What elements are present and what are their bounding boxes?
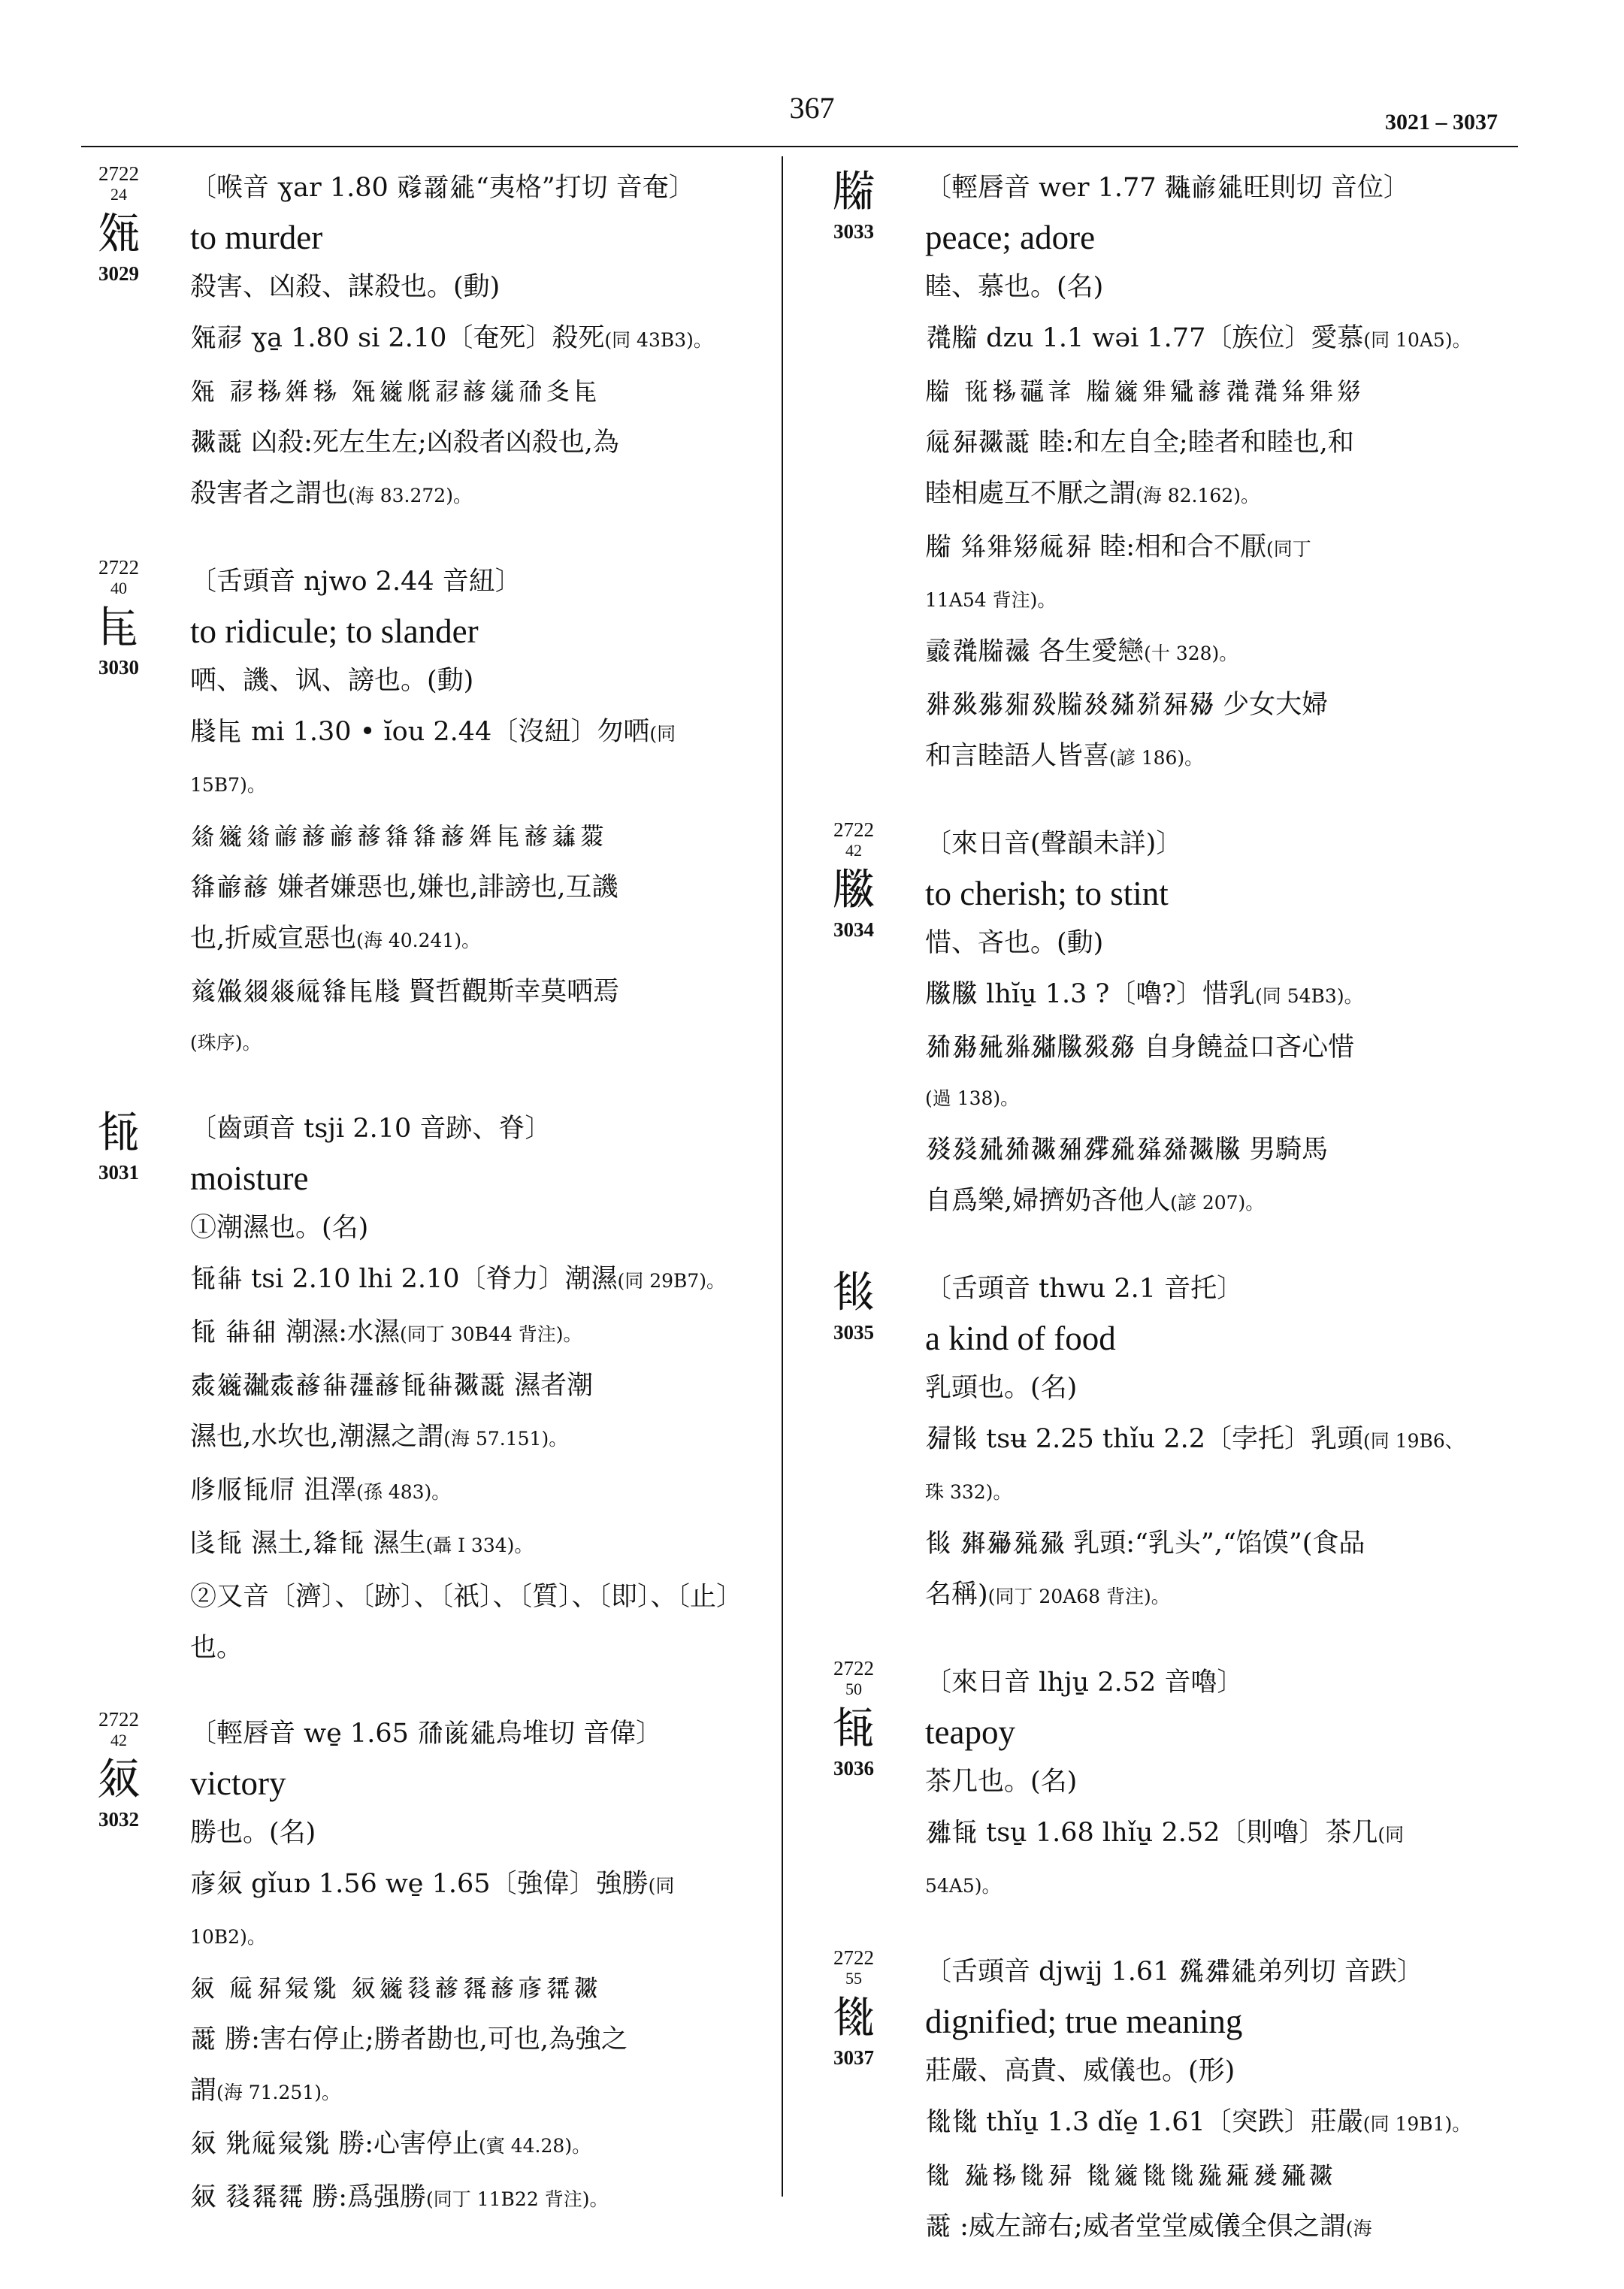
- entry-side: [816, 1263, 891, 1344]
- headword-glyph: 𗹭: [96, 601, 141, 652]
- text-line: 也。: [190, 1633, 243, 1663]
- text: 𗢸 𗊢𗏁𗊵𗊳 勝:心害停止: [190, 2129, 479, 2159]
- text-line: 11A54 背注)。: [925, 589, 1057, 611]
- pronunciation: 〔喉音 ɣar 1.80 𗠠𗵆𗧓“夷格”打切 音奄〕: [190, 173, 695, 203]
- entry-subcode: 42: [845, 841, 862, 860]
- text-line: 𗉡𗉢𗉣𗉚𗗂𗉤𗉥𗉦𗉧𗉨𗗂𗹩 男騎馬: [925, 1135, 1329, 1165]
- citation: (同 29B7)。: [617, 1270, 726, 1292]
- citation: (海 83.272)。: [348, 485, 472, 506]
- header-rule: [81, 146, 1518, 147]
- text: 𗺉 𗺚𗺛 潮濕:水濕: [190, 1317, 401, 1347]
- text-line: [190, 1307, 773, 1360]
- entry-side: [816, 1657, 891, 1780]
- chinese-meaning: 哂、譏、讽、謗也。(動): [190, 666, 474, 696]
- text: 自爲樂,婦擠奶吝他人: [925, 1186, 1171, 1216]
- citation: (海 71.251)。: [216, 2082, 340, 2103]
- text-line: [190, 2065, 773, 2118]
- text-line: 𗉐𗉑𗉒𗉓𗉔𗹨𗉕𗉖𗉗𗉘𗉙 少女大婦: [925, 690, 1329, 720]
- headword-glyph: 𗺊: [831, 1266, 876, 1317]
- entry-number: 3033: [833, 220, 874, 243]
- text: 𗹨 𗊊𗊉𗊋𗏁𗉘 睦:相和合不厭: [925, 532, 1267, 562]
- citation: (賓 44.28)。: [479, 2135, 591, 2157]
- entry-number: 3034: [833, 918, 874, 941]
- text: 𗇋𗢸 gǐuɒ 1.56 we̱ 1.65〔強偉〕強勝: [190, 1869, 649, 1899]
- text-line: [925, 313, 1518, 366]
- entry-code: 2722: [98, 1708, 139, 1731]
- text-line: [190, 1253, 773, 1307]
- text: 𗼷𗹍 ɣa̱ 1.80 si 2.10〔奄死〕殺死: [190, 323, 605, 353]
- entry-number: 3031: [98, 1161, 139, 1184]
- text-line: 15B7)。: [190, 774, 266, 796]
- entry-code: 2722: [98, 162, 139, 185]
- citation: (同 10A5)。: [1363, 329, 1471, 351]
- text: 𗵘 :威左諦右;威者堂堂威儀全俱之謂: [925, 2212, 1346, 2242]
- english-gloss: victory: [190, 1764, 286, 1802]
- text-line: [190, 2118, 773, 2172]
- text-line: 𗗂𗵘 凶殺:死左生左;凶殺者凶殺也,為: [190, 428, 619, 458]
- text: 𗢸 𗉀𗉁𗉂 勝:爲强勝: [190, 2182, 427, 2212]
- text: 名稱): [925, 1580, 988, 1610]
- entry-code: 2722: [98, 556, 139, 579]
- text-line: [925, 1807, 1518, 1861]
- pronunciation: 〔輕唇音 wer 1.77 𗖵𗑗𗧓旺則切 音位〕: [925, 173, 1410, 203]
- chinese-meaning: 乳頭也。(名): [925, 1373, 1078, 1403]
- left-column: [81, 162, 773, 2260]
- text-line: 𗹨 𗍁𗈪𗗊𗐰 𗹨𗫂𗊉𗋐𗒘𗗈𗗈𗊊𗊉𗊋: [925, 376, 1364, 406]
- citation: (同 54B3)。: [1255, 985, 1363, 1007]
- english-gloss: to murder: [190, 219, 323, 256]
- entry-side: [81, 556, 156, 679]
- citation: (孫 483)。: [356, 1481, 451, 1503]
- text: 𗺌𗺌 thǐu̱ 1.3 dǐe̱ 1.61〔突跌〕莊嚴: [925, 2107, 1363, 2137]
- text-line: [925, 1569, 1518, 1622]
- page-number: 367: [789, 91, 835, 125]
- text-line: [190, 2172, 773, 2225]
- entry-subcode: 50: [845, 1680, 862, 1698]
- entry-subcode: 55: [845, 1969, 862, 1988]
- entry-number: 3035: [833, 1321, 874, 1344]
- citation: (同丁 30B44 背注)。: [400, 1323, 582, 1345]
- chinese-meaning: 惜、吝也。(動): [925, 928, 1104, 958]
- english-gloss: teapoy: [925, 1713, 1015, 1751]
- citation: (聶 I 334)。: [425, 1535, 534, 1556]
- entry-number: 3036: [833, 1757, 874, 1779]
- text-line: [925, 1414, 1518, 1467]
- text: 𗹦𗹭 mi 1.30 • ĭou 2.44〔沒紐〕勿哂: [190, 717, 650, 747]
- entry-side: [816, 162, 891, 243]
- text: 𗗈𗹨 dzu 1.1 wəi 1.77〔族位〕愛慕: [925, 323, 1364, 353]
- citation: (諺 186)。: [1109, 747, 1204, 769]
- headword-glyph: 𗺌: [831, 1991, 876, 2043]
- chinese-meaning: 殺害、凶殺、謀殺也。(動): [190, 272, 501, 302]
- text: 𗹩𗹩 lhĭu̱ 1.3 ?〔嚕?〕惜乳: [925, 979, 1256, 1009]
- text: 也,折威宣惡也: [190, 924, 357, 954]
- text: 謂: [190, 2076, 217, 2106]
- entry-subcode: 24: [110, 185, 127, 204]
- text-line: [925, 2097, 1518, 2150]
- citation: (同: [649, 723, 676, 745]
- entry-3030: [81, 556, 773, 1069]
- citation: (海 40.241)。: [356, 930, 481, 951]
- entry-side: [816, 818, 891, 942]
- text-line: [925, 730, 1518, 784]
- text-line: [190, 706, 773, 760]
- headword-glyph: 𗼷: [96, 207, 141, 259]
- entry-3035: [816, 1263, 1518, 1622]
- headword-glyph: 𗢸: [96, 1753, 141, 1804]
- headword-glyph: 𗹨: [831, 165, 876, 216]
- entry-3029: [81, 162, 773, 522]
- text-line: [190, 1465, 773, 1518]
- text: 𗈦𗗈𗹨𗗉 各生愛戀: [925, 637, 1145, 667]
- text: 殺害者之謂也: [190, 479, 349, 509]
- english-gloss: to cherish; to stint: [925, 875, 1169, 912]
- text-line: [925, 2201, 1518, 2254]
- entry-number: 3030: [98, 656, 139, 679]
- entry-side: [81, 1708, 156, 1831]
- entry-3032: [81, 1708, 773, 2225]
- entry-number: 3032: [98, 1808, 139, 1831]
- text-line: 𗺊 𗉪𗉫𗉬𗉭 乳頭:“乳头”,“馅馍”(食品: [925, 1529, 1365, 1559]
- text-line: [190, 1858, 773, 1912]
- chinese-meaning: 睦、慕也。(名): [925, 272, 1104, 302]
- text-line: 𗌭𗑗𗒘 嫌者嫌惡也,嫌也,誹謗也,互譏: [190, 872, 618, 903]
- text-line: [190, 913, 773, 966]
- entry-3037: [816, 1946, 1518, 2254]
- entry-code: 2722: [833, 1657, 874, 1680]
- text-line: 𗼷 𗹍𗈪𗤶𗈪 𗼷𗫂𗅋𗹍𗒘𗦾𗗙𗾆𗹭: [190, 376, 601, 406]
- text-line: [925, 1175, 1518, 1229]
- text: 𗺉𗺚 tsi 2.10 lhi 2.10〔脊力〕潮濕: [190, 1264, 618, 1294]
- entry-number: 3037: [833, 2046, 874, 2069]
- pronunciation: 〔舌頭音 djwi̱j 1.61 𗉯𗉰𗧓弟列切 音跌〕: [925, 1957, 1423, 1987]
- pronunciation: 〔來日音 lhju̱ 2.52 音嚕〕: [925, 1668, 1244, 1698]
- chinese-meaning: ①潮濕也。(名): [190, 1213, 369, 1243]
- citation: (十 328)。: [1144, 643, 1238, 664]
- text-line: 54A5)。: [925, 1875, 1001, 1897]
- english-gloss: peace; adore: [925, 219, 1096, 256]
- chinese-meaning: 莊嚴、高貴、威儀也。(形): [925, 2056, 1235, 2086]
- entry-subcode: 42: [110, 1731, 127, 1749]
- entry-3031: [81, 1103, 773, 1674]
- headword-glyph: 𗹩: [831, 863, 876, 915]
- citation: (海 82.162)。: [1136, 485, 1260, 506]
- citation: (同 19B6、: [1363, 1430, 1464, 1452]
- entry-range: 3021 – 3037: [1385, 110, 1498, 135]
- pronunciation: 〔齒頭音 tsji 2.10 音跡、脊〕: [190, 1114, 552, 1144]
- text-line: (過 138)。: [925, 1087, 1020, 1109]
- entry-number: 3029: [98, 262, 139, 285]
- pronunciation: 〔舌頭音 thwu 2.1 音托〕: [925, 1274, 1244, 1304]
- text-line: 𗒛𗏹𗤓𗥏𗏁𗌭𗹭𗹦 賢哲觀斯幸莫哂焉: [190, 977, 620, 1007]
- entry-3034: [816, 818, 1518, 1229]
- text-line: [925, 626, 1518, 679]
- chinese-meaning: 勝也。(名): [190, 1818, 316, 1848]
- entry-side: [81, 162, 156, 286]
- text-line: [925, 969, 1518, 1022]
- text-line: 𗏁𗉘𗗂𗵘 睦:和左自全;睦者和睦也,和: [925, 428, 1354, 458]
- citation: (同: [648, 1875, 675, 1897]
- right-column: [816, 162, 1518, 2289]
- text: 𗄫𗄬𗺉𗄭 沮澤: [190, 1475, 357, 1505]
- text-line: 𗺌 𗉱𗈪𗺌𗉘 𗺌𗫂𗺌𗺌𗉱𗉲𗉳𗉴𗗂: [925, 2160, 1336, 2190]
- citation: (諺 207)。: [1170, 1192, 1265, 1214]
- text-line: 𗵘 勝:害右停止;勝者勘也,可也,為強之: [190, 2024, 628, 2055]
- text-line: [190, 1411, 773, 1465]
- text-line: 𗗐𗫂𗖼𗗐𗒘𗺚𗖽𗒘𗺉𗺚𗗂𗵘 濕者潮: [190, 1371, 594, 1401]
- english-gloss: to ridicule; to slander: [190, 612, 479, 650]
- text-line: [925, 468, 1518, 522]
- english-gloss: a kind of food: [925, 1320, 1116, 1357]
- citation: (海: [1345, 2218, 1372, 2239]
- text: 𗁅𗺉 濕土,𗌮𗺉 濕生: [190, 1529, 426, 1559]
- text-line: [190, 468, 773, 522]
- text-line: 𗉚𗉛𗉜𗉝𗉞𗹩𗉟𗉠 自身饒益口吝心惜: [925, 1033, 1355, 1063]
- text-line: 𗦳𗫂𗦳𗑗𗒘𗑗𗒘𗌭𗌭𗒘𗤶𗹭𗒘𗓊𗷅: [190, 821, 607, 851]
- headword-glyph: 𗺉: [96, 1106, 141, 1157]
- text-line: [925, 522, 1518, 575]
- citation: (同 43B3)。: [604, 329, 712, 351]
- chinese-meaning: 茶几也。(名): [925, 1767, 1078, 1797]
- text: 濕也,水坎也,潮濕之謂: [190, 1422, 444, 1452]
- text: 睦相處互不厭之謂: [925, 479, 1136, 509]
- entry-subcode: 40: [110, 579, 127, 597]
- pronunciation: 〔輕唇音 we̱ 1.65 𗗙𗐯𗧓烏堆切 音偉〕: [190, 1719, 663, 1749]
- english-gloss: moisture: [190, 1160, 309, 1197]
- entry-side: [816, 1946, 891, 2070]
- entry-3033: [816, 162, 1518, 784]
- english-gloss: dignified; true meaning: [925, 2003, 1243, 2040]
- text-line: 珠 332)。: [925, 1481, 1012, 1503]
- text: 𗉮𗺋 tsu̱ 1.68 lhǐu̱ 2.52〔則嚕〕茶几: [925, 1818, 1378, 1848]
- headword-glyph: 𗺋: [831, 1702, 876, 1753]
- text-line: [190, 1518, 773, 1571]
- text-line: 10B2)。: [190, 1926, 266, 1948]
- pronunciation: 〔舌頭音 njwo 2.44 音紐〕: [190, 567, 522, 597]
- entry-code: 2722: [833, 818, 874, 841]
- entry-side: [81, 1103, 156, 1184]
- citation: (同丁 20A68 背注)。: [987, 1586, 1170, 1607]
- text: 和言睦語人皆喜: [925, 741, 1110, 771]
- citation: (同: [1378, 1824, 1405, 1846]
- column-divider: [782, 156, 783, 2197]
- text-line: [190, 313, 773, 366]
- pronunciation: 〔來日音(聲韻未詳)〕: [925, 829, 1183, 859]
- text: 𗉩𗺊 tsʉ 2.25 thǐu 2.2〔孛托〕乳頭: [925, 1424, 1364, 1454]
- text-line: ②又音〔濟〕、〔跡〕、〔祇〕、〔質〕、〔即〕、〔止〕: [190, 1582, 743, 1612]
- text-line: (珠序)。: [190, 1032, 262, 1054]
- citation: (同 19B1)。: [1362, 2113, 1471, 2135]
- entry-code: 2722: [833, 1946, 874, 1969]
- citation: (同丁: [1266, 538, 1311, 560]
- citation: (海 57.151)。: [443, 1428, 568, 1450]
- text-line: 𗢸 𗏁𗉘𗊵𗊳 𗢸𗫂𗉀𗒘𗉁𗒘𗇋𗉂𗗂: [190, 1973, 601, 2003]
- entry-3036: [816, 1657, 1518, 1912]
- citation: (同丁 11B22 背注)。: [426, 2188, 609, 2210]
